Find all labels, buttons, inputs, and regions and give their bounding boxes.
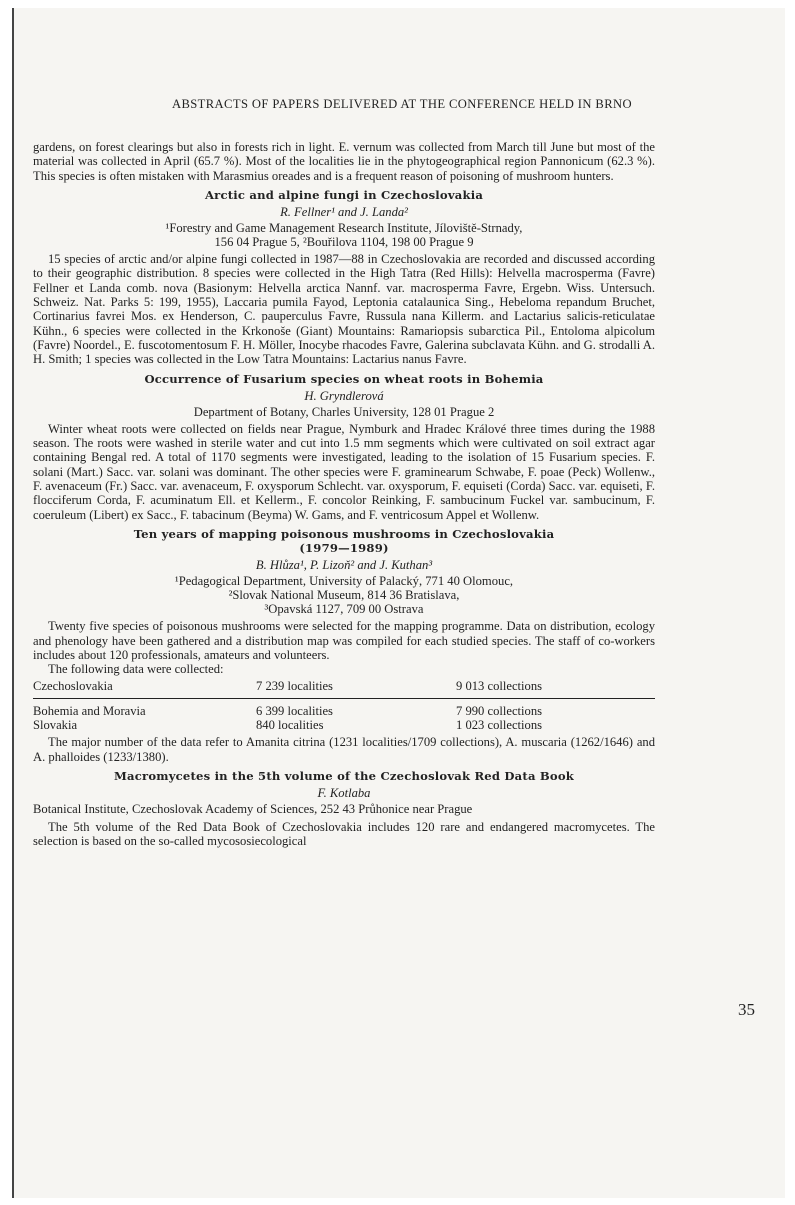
table-cell: 7 990 collections bbox=[456, 704, 543, 719]
table-cell: 7 239 localities bbox=[256, 679, 456, 699]
abstract-text: 15 species of arctic and/or alpine fungi collected in 1987—88 in Czechoslovakia are recorded and discussed according to their geographic distribution. 8 species were collected in the High Tatra (Red Hills): Helvella macrosperma (Favre) Fellner et Landa comb. nova (Basionym: Helvella arctica Nannf. var. macrosperma Favre, Ergebn. Wiss. Untersuch. Schweiz. Nat. Parks 5: 199, 1955), Laccaria pumila Fayod, Leptonia catalaunica Sing., Hebeloma repandum Bruchet, Cortinarius favrei Mos. ex Henderson, C. pauperculus Favre, Russula nana Killerm. and Lactarius salicis-reticulatae Kühn., 6 species were collected in the Krkonoše (Giant) Mountains: Ramariopsis subarctica Pil., Entoloma alpicolum (Favre) Noordel., E. fuscotomentosum F. H. Möller, Inocybe rhacodes Favre, Galerina subclavata Kühn. and G. strodalli A. H. Smith; 1 species was collected in the Low Tatra Mountains: Lactarius nanus Favre. bbox=[33, 252, 655, 367]
abstract-authors: F. Kotlaba bbox=[317, 786, 371, 801]
abstract-title: Arctic and alpine fungi in Czechoslovakia bbox=[204, 187, 484, 202]
table-row bbox=[33, 699, 655, 719]
localities-table bbox=[33, 679, 655, 732]
abstract-text: Twenty five species of poisonous mushrooms were selected for the mapping programme. Data on distribution, ecology and phenology have been gathered and a distribution map was compiled for each studied species. The staff of co-workers includes about 120 professionals, amateurs and volunteers. bbox=[33, 619, 655, 662]
abstract-closing: The major number of the data refer to Amanita citrina (1231 localities/1709 collections), A. muscaria (1262/1646) and A. phalloides (1233/1380). bbox=[33, 735, 655, 764]
abstract-text: Winter wheat roots were collected on fields near Prague, Nymburk and Hradec Králové three times during the 1988 season. The roots were washed in sterile water and cut into 1.5 mm segments which were cultivated on soil extract agar containing Bengal red. A total of 1170 segments were investigated, leading to the isolation of 15 Fusarium species. F. solani (Mart.) Sacc. var. solani was dominant. The other species were F. graminearum Schwabe, F. poae (Peck) Wollenw., F. avenaceum (Fr.) Sacc. var. avenaceum, F. oxysporum Schlecht. var. oxysporum, F. equiseti (Corda) Sacc. var. equiseti, F. flocciferum Corda, F. acuminatum Ell. et Kellerm., F. concolor Reinking, F. sambucinum Fuckel var. sambucinum, F. coeruleum (Libert) ex Sacc., F. tabacinum (Beyma) W. Gams, and F. ventricosum Appel et Wollenw. bbox=[33, 421, 655, 522]
abstract-authors: R. Fellner¹ and J. Landa² bbox=[280, 204, 408, 219]
affiliation-line: ³Opavská 1127, 709 00 Ostrava bbox=[264, 602, 424, 617]
continuation-paragraph: gardens, on forest clearings but also in forests rich in light. E. vernum was collected from March till June but most of the material was collected in April (65.7 %). Most of the localities lie in the phytogeographical region Pannonicum (62.3 %). This species is often mistaken with Marasmius oreades and is a frequent reason of poisoning of mushroom hunters. bbox=[33, 140, 655, 183]
abstract-authors: H. Gryndlerová bbox=[304, 388, 384, 403]
abstract-title bbox=[33, 527, 655, 555]
table-cell: 840 localities bbox=[256, 718, 324, 733]
abstract-title: Macromycetes in the 5th volume of the Czechoslovak Red Data Book bbox=[114, 769, 574, 784]
table-cell: 1 023 collections bbox=[456, 718, 543, 733]
abstract-title: Occurrence of Fusarium species on wheat roots in Bohemia bbox=[144, 371, 544, 386]
abstract-affiliation bbox=[33, 221, 655, 249]
table-intro: The following data were collected: bbox=[48, 662, 224, 677]
title-years: (1979—1989) bbox=[299, 540, 389, 555]
title-line: Ten years of mapping poisonous mushrooms in Czechoslovakia bbox=[133, 526, 555, 541]
table-row bbox=[33, 679, 655, 699]
affiliation-line: ¹Pedagogical Department, University of Palacký, 771 40 Olomouc, bbox=[174, 574, 514, 589]
table-cell: Czechoslovakia bbox=[33, 679, 256, 699]
article-body bbox=[33, 140, 655, 848]
abstract-text: The 5th volume of the Red Data Book of Czechoslovakia includes 120 rare and endangered macromycetes. The selection is based on the so-called mycososiecological bbox=[33, 819, 655, 848]
table-cell: Bohemia and Moravia bbox=[33, 704, 146, 719]
abstract-affiliation bbox=[33, 574, 655, 616]
abstract-affiliation bbox=[33, 405, 655, 419]
abstract-affiliation: Botanical Institute, Czechoslovak Academy of Sciences, 252 43 Průhonice near Prague bbox=[33, 802, 473, 817]
abstract-authors: B. Hlůza¹, P. Lizoň² and J. Kuthan³ bbox=[255, 557, 433, 572]
abstract-red-data-book bbox=[33, 769, 655, 848]
running-header: ABSTRACTS OF PAPERS DELIVERED AT THE CONFERENCE HELD IN BRNO bbox=[171, 97, 633, 111]
table-cell: 9 013 collections bbox=[456, 679, 655, 699]
table-cell: Slovakia bbox=[33, 718, 78, 733]
abstract-fusarium bbox=[33, 372, 655, 522]
affiliation-line: Department of Botany, Charles University, 128 01 Prague 2 bbox=[193, 404, 495, 419]
affiliation-line: ²Slovak National Museum, 814 36 Bratislava, bbox=[228, 588, 460, 603]
table-cell: 6 399 localities bbox=[256, 704, 333, 719]
page-number: 35 bbox=[738, 1000, 755, 1019]
affiliation-line: 156 04 Prague 5, ²Bouřilova 1104, 198 00 Prague 9 bbox=[214, 235, 474, 250]
table-row bbox=[33, 718, 655, 732]
abstract-poisonous-mushrooms bbox=[33, 527, 655, 764]
abstract-arctic-fungi bbox=[33, 188, 655, 367]
affiliation-line: ¹Forestry and Game Management Research Institute, Jíloviště-Strnady, bbox=[165, 221, 523, 236]
